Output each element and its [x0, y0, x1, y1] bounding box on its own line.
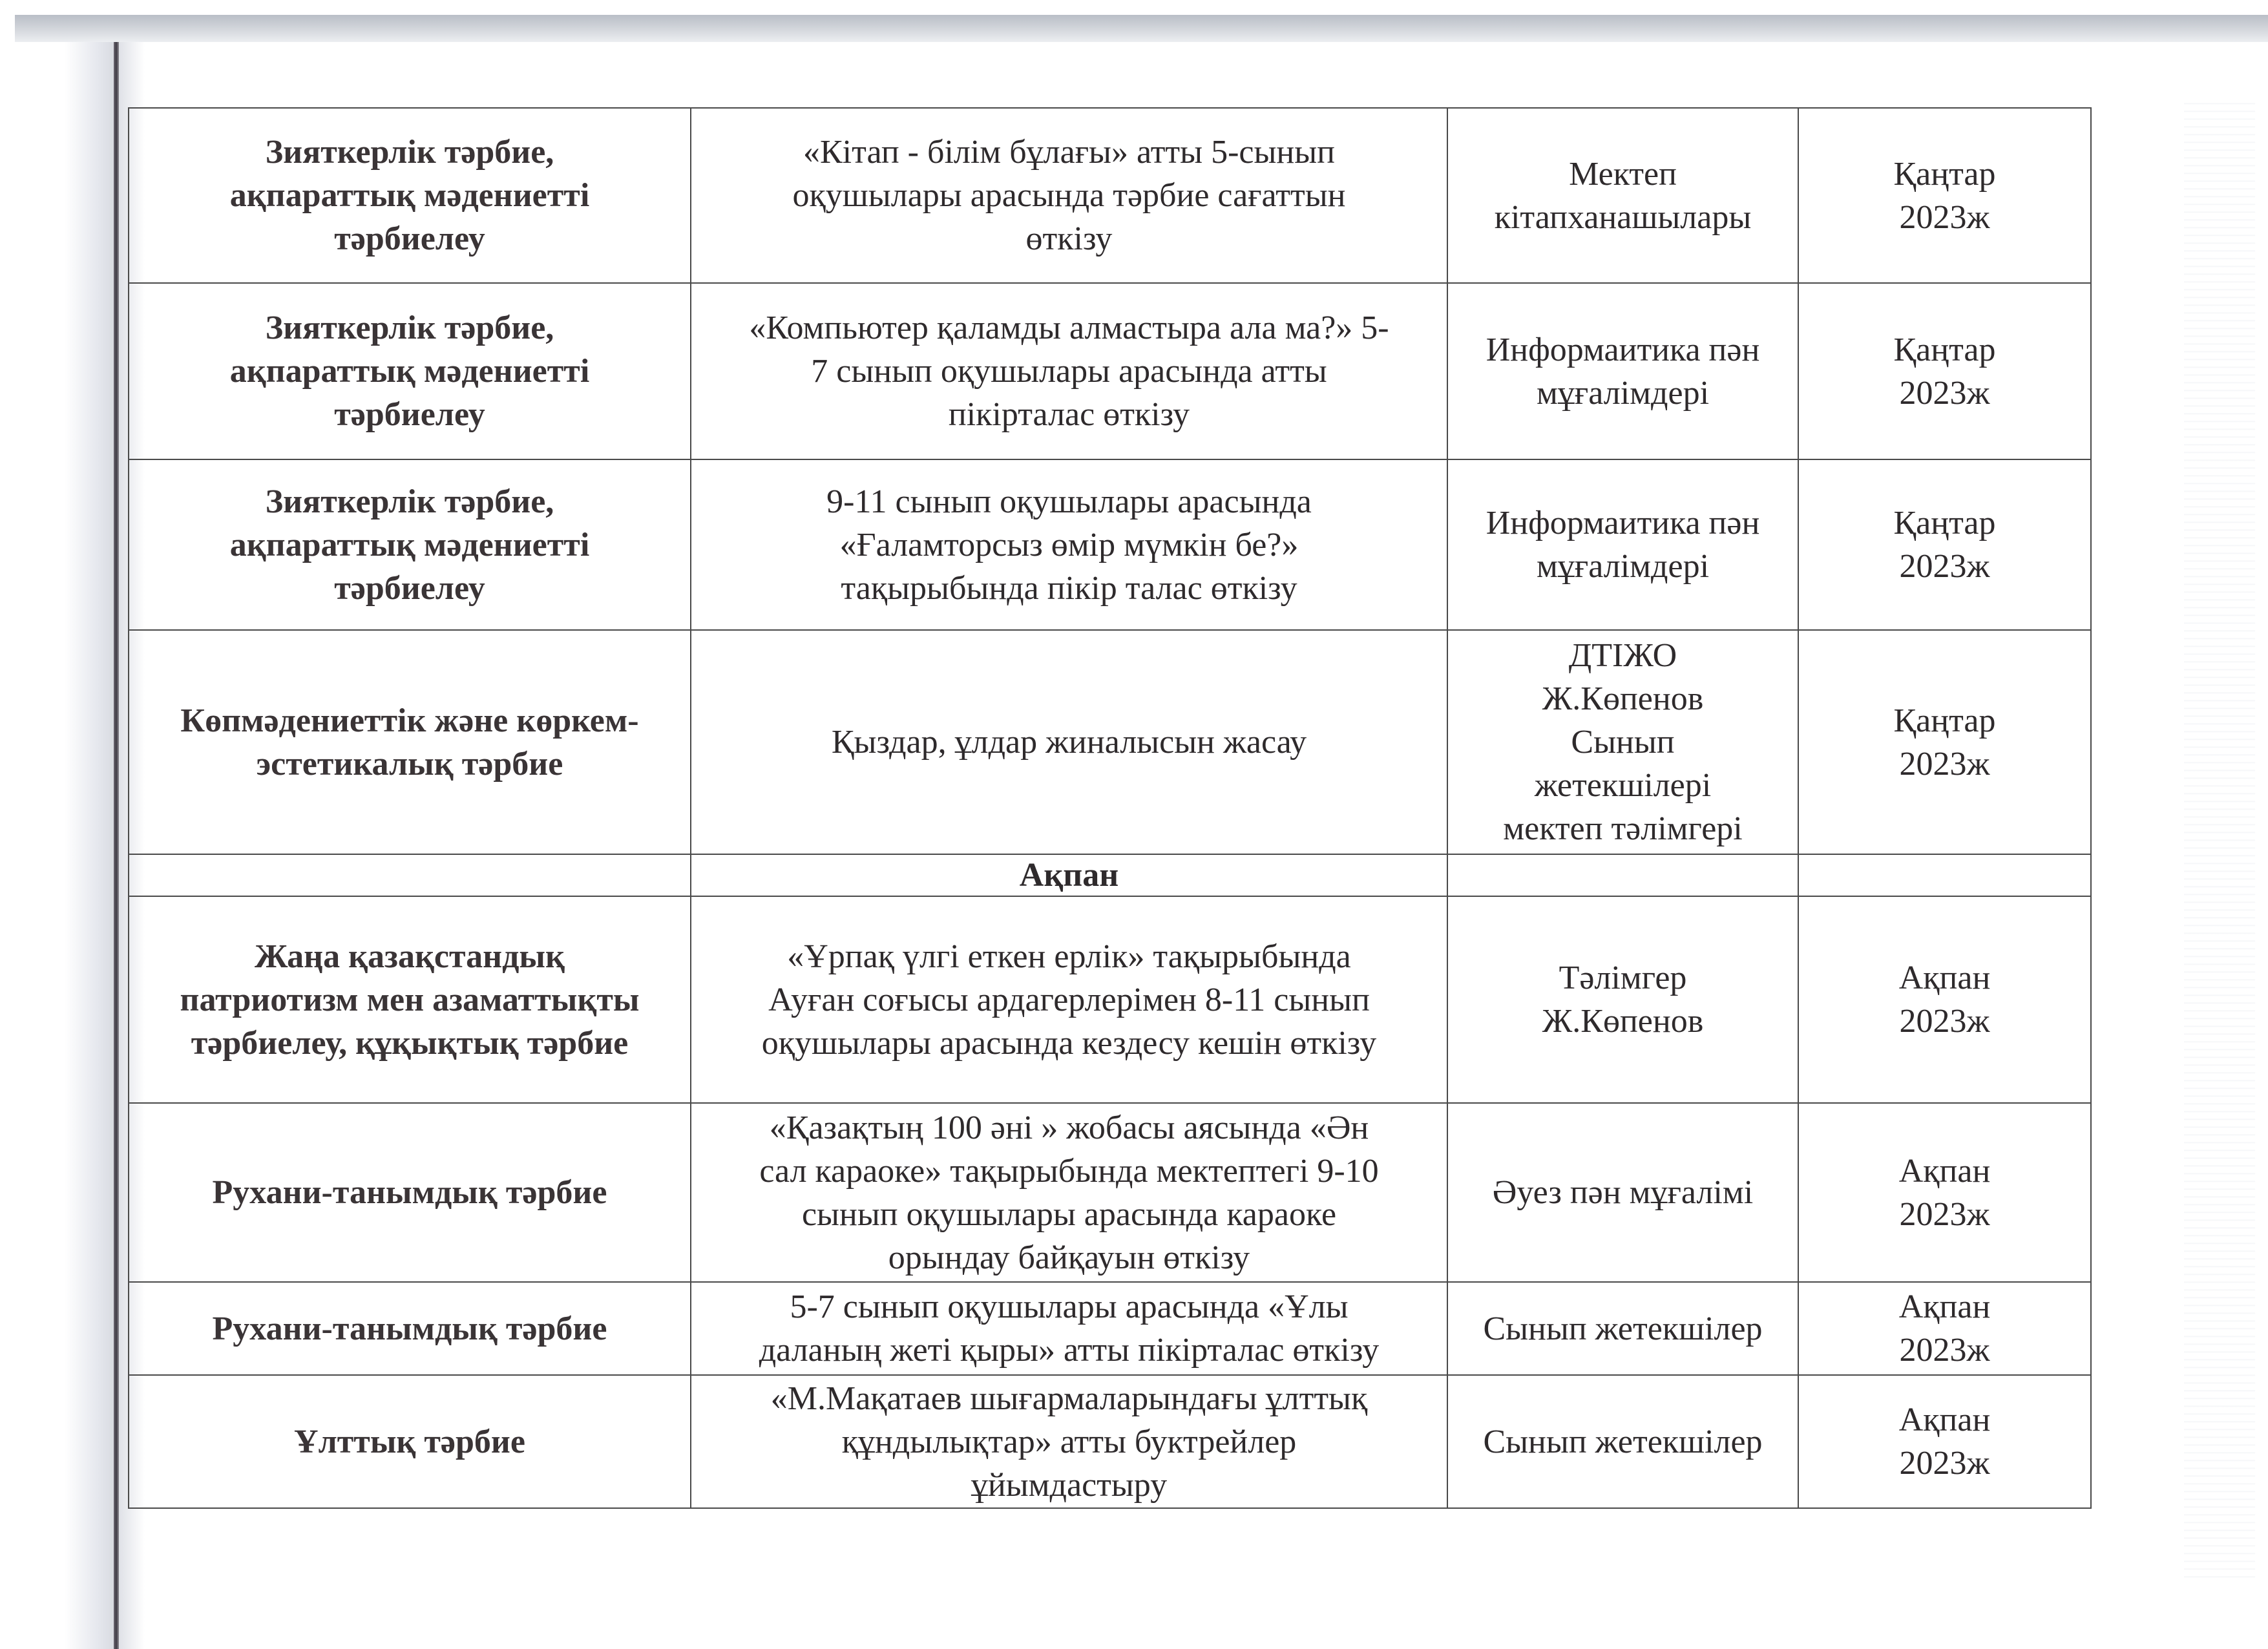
- month-header: Ақпан: [691, 854, 1447, 896]
- event-cell: [691, 459, 1447, 630]
- cell-text: Қаңтар: [1893, 331, 1996, 368]
- cell-text: даланың жеті қыры» атты пікірталас өткізу: [759, 1332, 1380, 1369]
- cell-text: 7 сынып оқушылары арасында атты: [811, 353, 1327, 390]
- event-cell: [691, 630, 1447, 854]
- table-row: [129, 896, 2091, 1103]
- responsible-cell: [1447, 630, 1798, 854]
- event-cell: [691, 1375, 1447, 1508]
- direction-cell: [129, 1103, 691, 1282]
- cell-text: ақпараттық мәдениетті: [229, 353, 590, 390]
- cell-text: Сынып: [1571, 724, 1675, 761]
- cell-text: ақпараттық мәдениетті: [229, 526, 590, 563]
- date-cell: [1798, 283, 2091, 459]
- cell-text: пікірталас өткізу: [948, 396, 1190, 433]
- cell-text: ДТІЖО: [1568, 637, 1677, 674]
- cell-text: 2023ж: [1899, 1195, 1990, 1233]
- event-plan-table: [128, 107, 2092, 1509]
- table-row: [129, 630, 2091, 854]
- scan-page-edge: [114, 42, 119, 1649]
- responsible-cell: [1447, 283, 1798, 459]
- direction-cell: [129, 630, 691, 854]
- cell-text: құндылықтар» атты буктрейлер: [841, 1423, 1297, 1460]
- direction-cell: [129, 896, 691, 1103]
- cell-text: Рухани-танымдық тәрбие: [212, 1310, 607, 1347]
- cell-text: «Қазақтың 100 әні » жобасы аясында «Ән: [769, 1109, 1369, 1146]
- direction-cell: [129, 283, 691, 459]
- cell-text: мұғалімдері: [1536, 548, 1710, 585]
- cell-text: Информаитика пән: [1486, 331, 1760, 368]
- cell-text: оқушылары арасында тәрбие сағаттын: [792, 177, 1346, 214]
- responsible-cell: [1447, 1282, 1798, 1375]
- scan-left-margin: [0, 42, 115, 1649]
- cell-text: Қыздар, ұлдар жиналысын жасау: [831, 724, 1307, 761]
- responsible-cell: [1447, 108, 1798, 283]
- date-cell: [1798, 896, 2091, 1103]
- table-row: [129, 1375, 2091, 1508]
- cell-text: мұғалімдері: [1536, 374, 1710, 412]
- cell-text: Қаңтар: [1893, 505, 1996, 541]
- cell-text: Информаитика пән: [1486, 505, 1760, 541]
- event-cell: [691, 896, 1447, 1103]
- event-cell: [691, 1282, 1447, 1375]
- cell-text: тәрбиелеу: [334, 220, 485, 257]
- cell-text: Ауған соғысы ардагерлерімен 8-11 сынып: [768, 981, 1370, 1018]
- table-row: [129, 1103, 2091, 1282]
- cell-text: сал караоке» тақырыбында мектептегі 9-10: [759, 1152, 1379, 1190]
- cell-text: эстетикалық тәрбие: [256, 745, 563, 782]
- responsible-cell: [1447, 459, 1798, 630]
- date-cell: [1798, 108, 2091, 283]
- date-cell: [1798, 459, 2091, 630]
- event-cell: [691, 283, 1447, 459]
- cell-text: патриотизм мен азаматтықты: [180, 981, 640, 1018]
- cell-text: Зияткерлік тәрбие,: [265, 483, 554, 520]
- cell-text: Тәлімгер: [1559, 960, 1687, 996]
- date-cell: [1798, 630, 2091, 854]
- cell-text: ақпараттық мәдениетті: [229, 177, 590, 214]
- cell-text: Ж.Көпенов: [1542, 680, 1704, 717]
- direction-cell: [129, 108, 691, 283]
- cell-text: тәрбиелеу: [334, 569, 485, 607]
- cell-text: тақырыбында пікір талас өткізу: [841, 569, 1297, 607]
- cell-text: 2023ж: [1899, 1445, 1990, 1482]
- cell-text: «Компьютер қаламды алмастыра ала ма?» 5-: [749, 310, 1389, 346]
- cell-text: Қаңтар: [1893, 702, 1996, 739]
- cell-text: 2023ж: [1899, 1332, 1990, 1369]
- cell-text: «Кітап - білім бұлағы» атты 5-сынып: [803, 134, 1336, 171]
- cell-text: 2023ж: [1899, 198, 1990, 236]
- table-row: [129, 1282, 2091, 1375]
- cell-text: 2023ж: [1899, 548, 1990, 585]
- responsible-cell: [1447, 896, 1798, 1103]
- table-row: [129, 459, 2091, 630]
- responsible-cell: [1447, 1103, 1798, 1282]
- cell-text: «Ғаламторсыз өмір мүмкін бе?»: [839, 526, 1299, 563]
- responsible-cell: [1447, 1375, 1798, 1508]
- event-cell: [691, 108, 1447, 283]
- cell-text: ұйымдастыру: [971, 1466, 1168, 1504]
- cell-text: 2023ж: [1899, 1003, 1990, 1040]
- empty-cell: [1447, 854, 1798, 896]
- cell-text: Көпмәдениеттік және көркем-: [180, 702, 639, 739]
- cell-text: Сынып жетекшілер: [1483, 1310, 1763, 1347]
- cell-text: Әуез пән мұғалімі: [1492, 1174, 1754, 1211]
- cell-text: мектеп тәлімгері: [1503, 810, 1743, 847]
- cell-text: сынып оқушылары арасында караоке: [801, 1195, 1337, 1233]
- cell-text: оқушылары арасында кездесу кешін өткізу: [761, 1024, 1377, 1062]
- table-row: [129, 108, 2091, 283]
- direction-cell: [129, 1375, 691, 1508]
- cell-text: жетекшілері: [1534, 767, 1712, 804]
- cell-text: тәрбиелеу: [334, 396, 485, 433]
- cell-text: «М.Мақатаев шығармаларындағы ұлттық: [770, 1380, 1368, 1417]
- date-cell: [1798, 1375, 2091, 1508]
- cell-text: 2023ж: [1899, 745, 1990, 782]
- cell-text: кітапханашылары: [1494, 198, 1752, 236]
- month-header-row: [129, 854, 2091, 896]
- cell-text: тәрбиелеу, құқықтық тәрбие: [191, 1024, 629, 1062]
- cell-text: Қаңтар: [1893, 155, 1996, 193]
- cell-text: Зияткерлік тәрбие,: [265, 134, 554, 171]
- cell-text: өткізу: [1025, 220, 1113, 257]
- cell-text: Ақпан: [1898, 1288, 1991, 1325]
- scan-right-noise: [2184, 97, 2255, 1583]
- cell-text: Рухани-танымдық тәрбие: [212, 1174, 607, 1211]
- cell-text: Ақпан: [1898, 1152, 1991, 1190]
- cell-text: Сынып жетекшілер: [1483, 1423, 1763, 1460]
- cell-text: Жаңа қазақстандық: [255, 938, 565, 975]
- table-row: [129, 283, 2091, 459]
- direction-cell: [129, 1282, 691, 1375]
- cell-text: орындау байқауын өткізу: [888, 1239, 1250, 1276]
- cell-text: Ақпан: [1898, 1402, 1991, 1438]
- cell-text: Мектеп: [1569, 155, 1677, 193]
- cell-text: «Ұрпақ үлгі еткен ерлік» тақырыбында: [787, 938, 1351, 975]
- date-cell: [1798, 1282, 2091, 1375]
- event-cell: [691, 1103, 1447, 1282]
- cell-text: Зияткерлік тәрбие,: [265, 310, 554, 346]
- date-cell: [1798, 1103, 2091, 1282]
- cell-text: 2023ж: [1899, 374, 1990, 412]
- cell-text: Ж.Көпенов: [1542, 1003, 1704, 1040]
- scan-top-shadow: [15, 15, 2268, 42]
- direction-cell: [129, 459, 691, 630]
- empty-cell: [1798, 854, 2091, 896]
- cell-text: 5-7 сынып оқушылары арасында «Ұлы: [790, 1288, 1349, 1325]
- cell-text: 9-11 сынып оқушылары арасында: [826, 483, 1312, 520]
- cell-text: Ақпан: [1898, 960, 1991, 996]
- empty-cell: [129, 854, 691, 896]
- cell-text: Ұлттық тәрбие: [294, 1423, 525, 1460]
